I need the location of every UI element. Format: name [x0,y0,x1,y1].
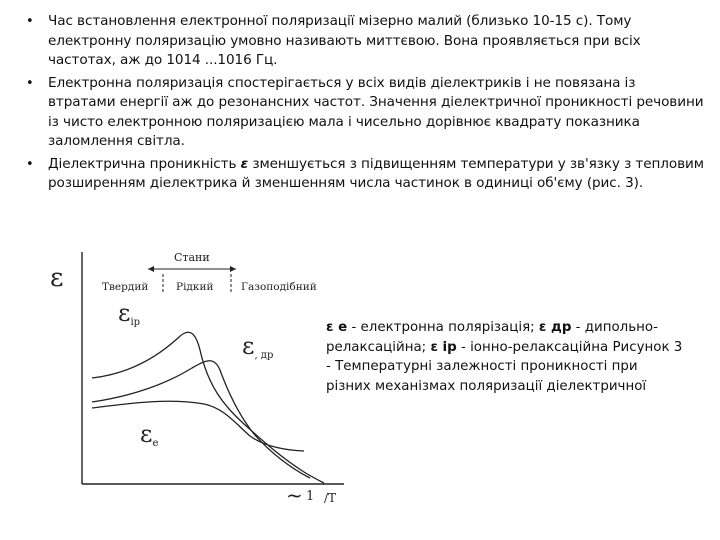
temperature-dependence-figure [48,246,348,536]
curve-electronic [92,401,304,451]
epsilon-symbol: ε [240,155,249,172]
bullet-item [26,155,706,194]
curve-ion-relaxation [92,332,324,483]
figure-caption [326,318,686,396]
caption-text: - іонно-релаксаційна Рисунок 3 - Температурні залежності проникності при різних механізмах поляризації діелектричної [326,339,683,394]
curve-ir-label: εір [118,299,141,328]
phase-liquid-label: Рідкий [176,281,214,293]
caption-symbol: ε е [326,320,348,335]
bullet-item [26,74,706,152]
caption-text: - дипольно-релаксаційна; [326,320,658,355]
bullet-text: зменшується з підвищенням температури у зв'язку з тепловим розширенням діелектрика й зменшенням числа частинок в одиниці об'єму (рис. 3). [48,155,704,191]
bullet-dot: • [26,75,34,91]
x-axis-one: 1 [306,489,315,504]
bullet-text: Час встановлення електронної поляризації мізерно малий (близько 10-15 с). Тому електронну поляризацію умовно називають миттєвою. Вона проявляється при всіх частотах, аж до 1014 ...1016 Гц. [48,13,641,68]
arrow-head-icon [148,266,154,272]
bullet-item [26,12,706,71]
y-axis-label: ε [50,263,64,293]
bullet-text: Діелектрична проникність [48,155,241,172]
caption-text: - електронна полярізація; [347,320,539,335]
bullet-list [26,12,706,197]
bullet-dot: • [26,14,34,29]
states-label: Стани [174,251,210,264]
curve-dr-label: ε, др [242,332,274,361]
bullet-dot: • [26,156,34,172]
bullet-text: Електронна поляризація спостерігається у всіх видів діелектриків і не повязана із втратами енергії аж до резонансних частот. Значення діелектричної проникності речовини із чисто електронною поляризацією мала і чисельно дорівнює квадрату показника заломлення світла. [48,74,704,149]
phase-gas-label: Газоподібний [241,281,317,293]
x-axis-tilde: ~ [286,483,303,507]
x-axis-label: /Т [324,491,337,505]
curve-e-label: εе [140,420,159,449]
arrow-head-icon [230,266,236,272]
phase-solid-label: Твердий [102,281,149,293]
caption-symbol: ε ір [430,339,457,355]
caption-symbol: ε др [538,320,572,335]
curve-dipole-relaxation [92,361,310,478]
